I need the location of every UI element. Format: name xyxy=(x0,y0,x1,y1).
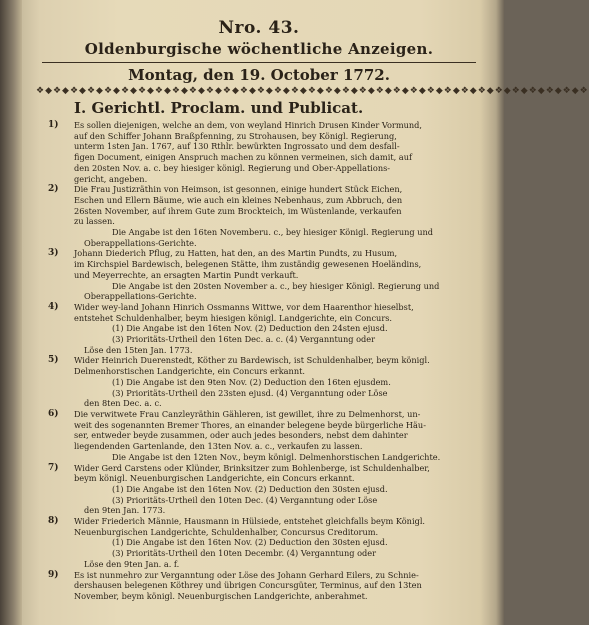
entry-line: dershausen belegenen Köthrey und übrigen Concursgüter, Terminus, auf den 13ten xyxy=(74,580,422,591)
entry-number: 6) xyxy=(48,408,59,419)
entry-item: (1) Die Angabe ist den 9ten Nov. (2) Deduction den 16ten ejusdem. xyxy=(112,376,391,387)
entry-line: Wider Friederich Männie, Hausmann in Hülsiede, entstehet gleichfalls beym Königl. xyxy=(74,516,426,527)
newspaper-page xyxy=(28,8,589,618)
entry-item: (1) Die Angabe ist den 16ten Nov. (2) Deduction den 30sten ejusd. xyxy=(112,537,388,548)
entry-item: den 8ten Dec. a. c. xyxy=(84,398,162,409)
entry-line: unterm 1sten Jan. 1767, auf 130 Rthlr. bewürkten Ingrossato und dem desfall- xyxy=(74,141,400,152)
entry-number: 8) xyxy=(48,516,59,527)
entry-line: Es sollen diejenigen, welche an dem, von weyland Hinrich Drusen Kinder Vormund, xyxy=(74,120,422,130)
entry-line: November, beym königl. Neuenburgischen Landgerichte, anberahmet. xyxy=(74,590,368,601)
entry-number: 5) xyxy=(48,355,59,366)
entry-note: Die Angabe ist den 16ten Novemberu. c., bey hiesiger Königl. Regierung und xyxy=(112,227,433,238)
entry-item: (1) Die Angabe ist den 16ten Nov. (2) Deduction den 24sten ejusd. xyxy=(112,323,388,334)
entry-item: (3) Prioritäts-Urtheil den 10ten Dec. (4) Verganntung oder Löse xyxy=(112,494,378,505)
title-rule xyxy=(42,62,476,63)
notice-entry xyxy=(48,462,484,484)
entry-note: Oberappellations-Gerichte. xyxy=(84,291,197,302)
entry-note: Die Angabe ist den 20sten November a. c., bey hiesiger Königl. Regierung und xyxy=(112,280,440,291)
entry-line: gericht, angeben. xyxy=(74,173,148,184)
entry-line: beym königl. Neuenburgischen Landgerichte, ein Concurs erkannt. xyxy=(74,473,355,484)
book-gutter xyxy=(0,0,22,625)
entry-line: Delmenhorstischen Landgerichte, ein Concurs erkannt. xyxy=(74,366,305,377)
entry-number: 4) xyxy=(48,301,59,312)
entry-item: Löse den 15ten Jan. 1773. xyxy=(84,344,193,355)
notice-entry xyxy=(48,569,484,602)
entry-line: und Meyerrechte, an ersagten Martin Pundt verkauft. xyxy=(74,269,299,280)
entry-item: Löse den 9ten Jan. a. f. xyxy=(84,558,180,569)
notice-entry xyxy=(48,184,484,227)
entry-line: Neuenburgischen Landgerichte, Schuldenhalber, Concursus Creditorum. xyxy=(74,526,379,537)
issue-number: Nro. 43. xyxy=(218,18,300,38)
issue-date: Montag, den 19. October 1772. xyxy=(128,66,390,84)
entry-line: Die Frau Justizräthin von Heimson, ist gesonnen, einige hundert Stück Eichen, xyxy=(74,184,403,195)
entry-line: im Kirchspiel Bardewisch, belegenen Stätte, ihm zuständig gewesenen Hoeländins, xyxy=(74,259,422,270)
entry-note: Oberappellations-Gerichte. xyxy=(84,237,197,248)
notice-entry xyxy=(48,408,484,452)
entry-line: auf den Schiffer Johann Braßpfenning, zu Strohausen, bey Königl. Regierung, xyxy=(74,130,397,141)
entry-number: 1) xyxy=(48,120,59,130)
notice-entry xyxy=(48,516,484,537)
entry-line: figen Document, einigen Anspruch machen zu können vermeinen, sich damit, auf xyxy=(74,152,412,163)
entry-item: den 9ten Jan. 1773. xyxy=(84,505,166,516)
entry-line: Wider Heinrich Duerenstedt, Köther zu Bardewisch, ist Schuldenhalber, beym königl. xyxy=(74,355,430,366)
entry-number: 7) xyxy=(48,462,59,473)
entry-line: 26sten November, auf ihrem Gute zum Brockteich, im Wüstenlande, verkaufen xyxy=(74,205,402,216)
entry-number: 3) xyxy=(48,248,59,259)
entry-line: Wider Gerd Carstens oder Klünder, Brinksitzer zum Bohlenberge, ist Schuldenhalber, xyxy=(74,462,430,473)
entry-line: Es ist nunmehro zur Verganntung oder Löse des Johann Gerhard Eilers, zu Schnie- xyxy=(74,569,419,580)
notice-entry xyxy=(48,301,484,323)
entry-line: weit des sogenannten Bremer Thores, an einander belegene beyde bürgerliche Häu- xyxy=(74,419,426,430)
newspaper-title: Oldenburgische wöchentliche Anzeigen. xyxy=(84,40,434,58)
entry-line: Die verwitwete Frau Canzleyräthin Gähleren, ist gewillet, ihre zu Delmenhorst, un- xyxy=(74,408,421,419)
entry-line: zu lassen. xyxy=(74,216,115,227)
section-heading: I. Gerichtl. Proclam. und Publicat. xyxy=(74,99,364,117)
entry-item: (3) Prioritäts-Urtheil den 16ten Dec. a. c. (4) Verganntung oder xyxy=(112,334,376,345)
notice-entry xyxy=(48,355,484,377)
entry-number: 2) xyxy=(48,184,59,195)
entry-item: (1) Die Angabe ist den 16ten Nov. (2) Deduction den 30sten ejusd. xyxy=(112,483,388,494)
entry-line: ser, entweder beyde zusammen, oder auch jedes besonders, nebst dem dahinter xyxy=(74,430,408,441)
entry-line: entstehet Schuldenhalber, beym hiesigen königl. Landgerichte, ein Concurs. xyxy=(74,312,393,323)
entry-line: Eschen und Ellern Bäume, wie auch ein kleines Nebenhaus, zum Abbruch, den xyxy=(74,194,403,205)
ornament-border: ❖◆❖◆❖◆❖◆❖◆❖◆❖◆❖◆❖◆❖◆❖◆❖◆❖◆❖◆❖◆❖◆❖◆❖◆❖◆❖◆❖◆❖◆❖◆❖◆❖◆❖◆❖◆❖◆❖◆❖◆❖◆❖◆❖ xyxy=(36,86,589,96)
entry-note: Die Angabe ist den 12ten Nov., beym königl. Delmenhorstischen Landgerichte. xyxy=(112,451,441,462)
entry-line: Johann Diederich Pflug, zu Hatten, hat den, an des Martin Pundts, zu Husum, xyxy=(74,248,398,259)
entry-line: den 20sten Nov. a. c. bey hiesiger königl. Regierung und Ober-Appellations- xyxy=(74,162,391,173)
notice-entry xyxy=(48,248,484,280)
entry-number: 9) xyxy=(48,569,59,580)
entry-line: Wider wey-land Johann Hinrich Ossmanns Wittwe, vor dem Haarenthor hieselbst, xyxy=(74,301,414,312)
entry-item: (3) Prioritäts-Urtheil den 10ten Decembr. (4) Verganntung oder xyxy=(112,548,377,559)
entry-item: (3) Prioritäts-Urtheil den 23sten ejusd. (4) Verganntung oder Löse xyxy=(112,387,388,398)
entry-line: liegendenden Gartenlande, den 13ten Nov. a. c., verkaufen zu lassen. xyxy=(74,441,363,452)
notice-entry xyxy=(48,120,484,184)
